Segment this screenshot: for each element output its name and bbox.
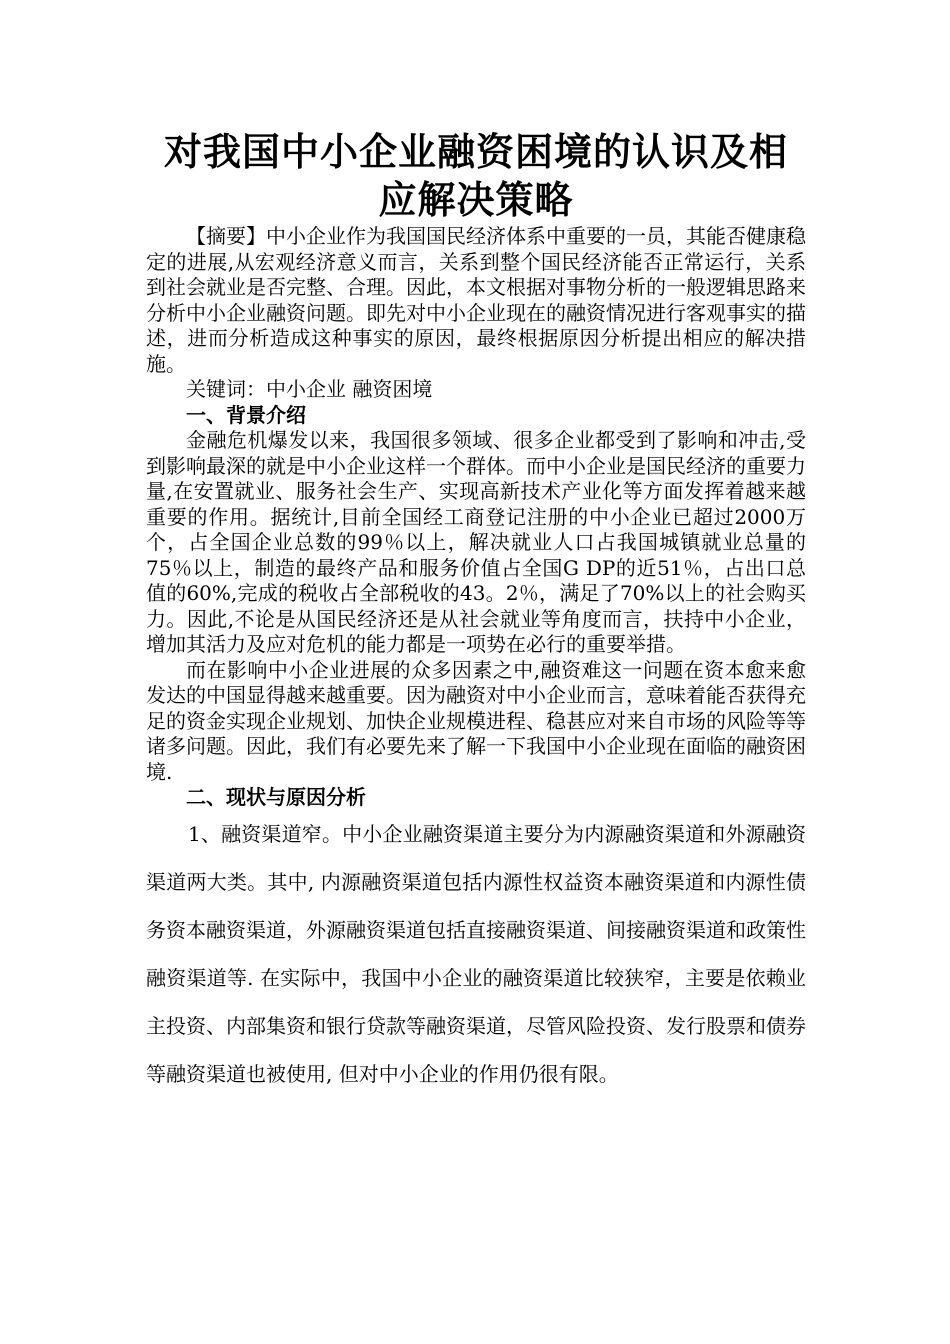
keywords-line: 关键词：中小企业 融资困境: [186, 377, 433, 401]
document-page: [146, 128, 806, 1098]
document-title: 对我国中小企业融资困境的认识及相应解决策略: [163, 130, 788, 222]
abstract-paragraph: 【摘要】中小企业作为我国国民经济体系中重要的一员，其能否健康稳定的进展,从宏观经济意义而言，关系到整个国民经济能否正常运行，关系到社会就业是否完整、合理。因此，本文根据对事物分析的一般逻辑思路来分析中小企业融资问题。即先对中小企业现在的融资情况进行客观事实的描述，进而分析造成这种事实的原因，最终根据原因分析提出相应的解决措施。: [146, 224, 806, 376]
section-heading-background: 一、背景介绍: [186, 402, 306, 427]
section-heading-analysis: 二、现状与原因分析: [186, 785, 366, 809]
background-paragraph-2: 而在影响中小企业进展的众多因素之中,融资难这一问题在资本愈来愈发达的中国显得越来越重要。因为融资对中小企业而言，意味着能否获得充足的资金实现企业规划、加快企业规模进程、稳甚应对来自市场的风险等等诸多问题。因此，我们有必要先来了解一下我国中小企业现在面临的融资困境.: [146, 657, 806, 784]
analysis-paragraph-1: 1、融资渠道窄。中小企业融资渠道主要分为内源融资渠道和外源融资渠道两大类。其中, 内源融资渠道包括内源性权益资本融资渠道和内源性债务资本融资渠道，外源融资渠道包括直接融资渠道、间接融资渠道和政策性融资渠道等. 在实际中，我国中小企业的融资渠道比较狭窄，主要是依赖业主投资、内部集资和银行贷款等融资渠道，尽管风险投资、发行股票和债券等融资渠道也被使用, 但对中小企业的作用仍很有限。: [146, 821, 806, 1086]
background-paragraph-1: 金融危机爆发以来，我国很多领域、很多企业都受到了影响和冲击,受到影响最深的就是中小企业这样一个群体。而中小企业是国民经济的重要力量,在安置就业、服务社会生产、实现高新技术产业化等方面发挥着越来越重要的作用。据统计,目前全国经工商登记注册的中小企业已超过2000万个，占全国企业总数的99％以上，解决就业人口占我国城镇就业总量的75％以上，制造的最终产品和服务价值占全国G DP的近51％，占出口总值的60%,完成的税收占全部税收的43。2％，满足了70%以上的社会购买力。因此,不论是从国民经济还是从社会就业等角度而言，扶持中小企业，增加其活力及应对危机的能力都是一项势在必行的重要举措。: [146, 428, 806, 656]
